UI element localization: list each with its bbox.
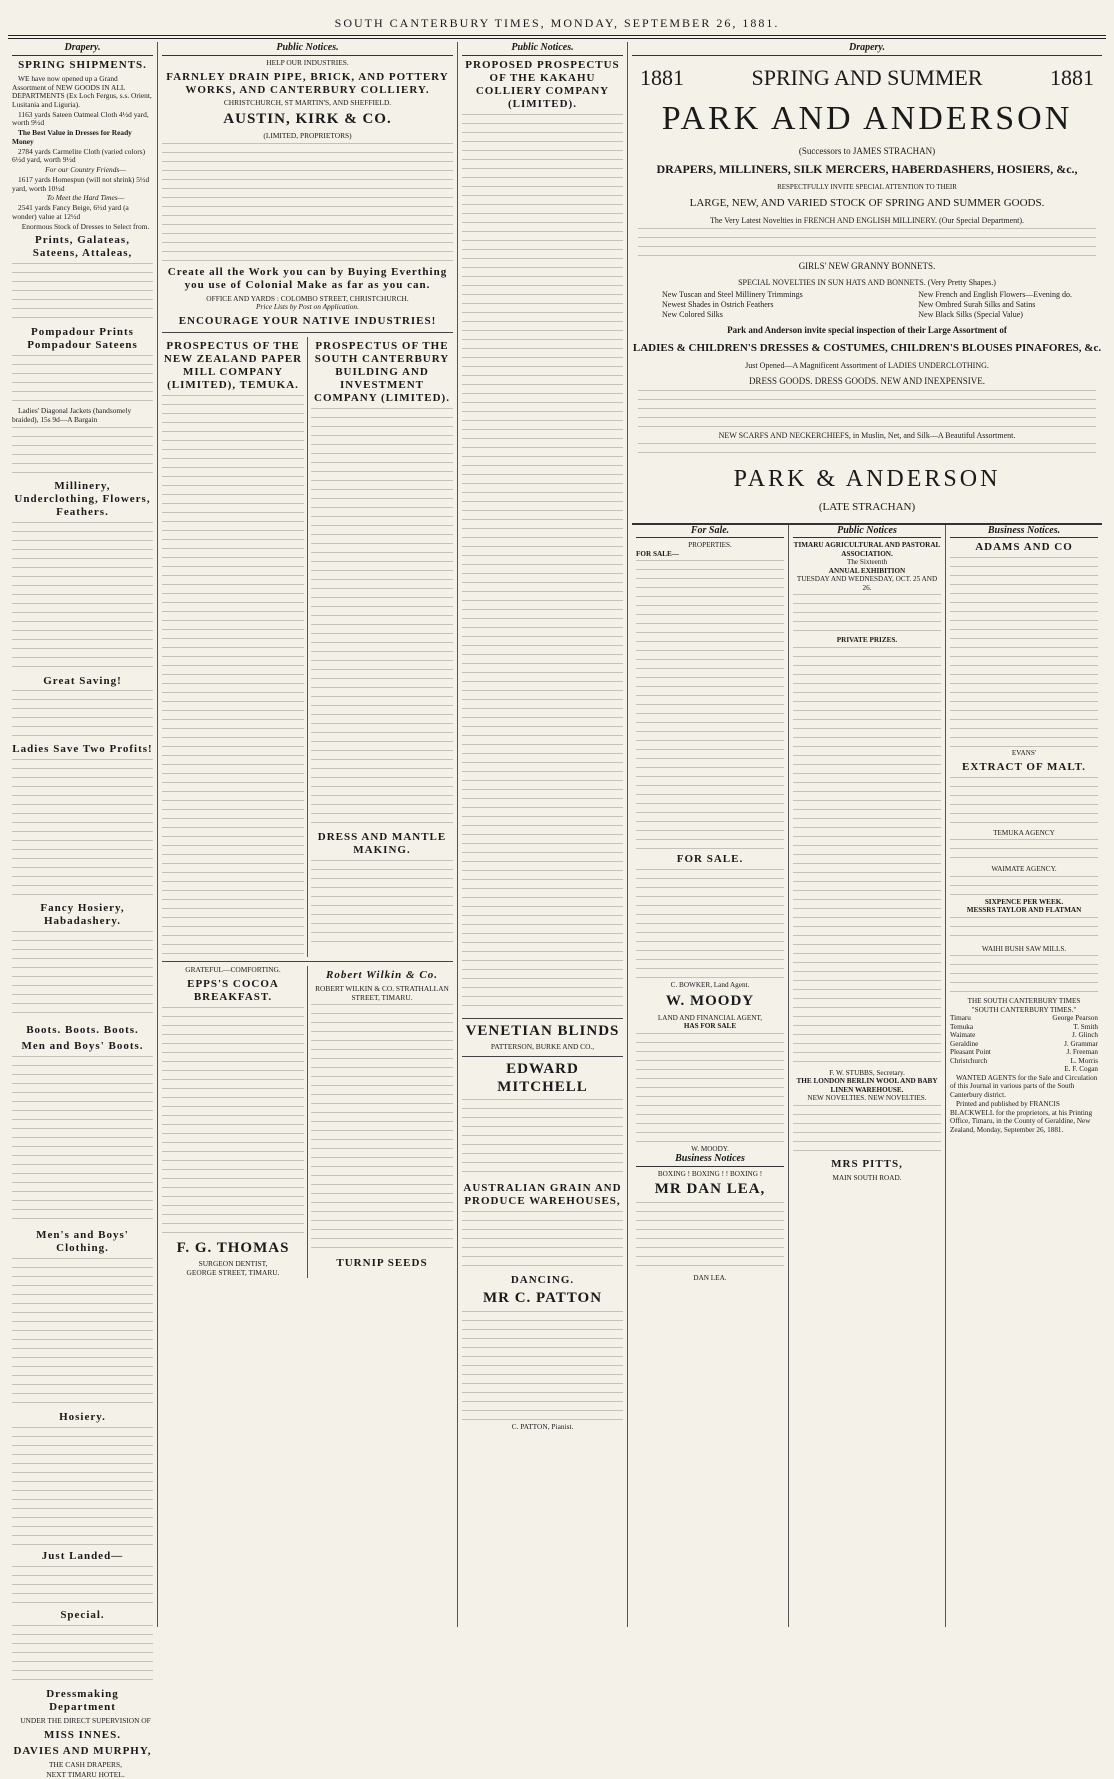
business-line: MESSRS TAYLOR AND FLATMAN (950, 906, 1098, 914)
agent-name: J. Freeman (1066, 1048, 1098, 1056)
agent-town: Pleasant Point (950, 1048, 991, 1056)
illegible-text (311, 408, 453, 828)
business-line: WAIHI BUSH SAW MILLS. (950, 945, 1098, 953)
illegible-text (12, 1625, 153, 1685)
agent-name: J. Glinch (1072, 1031, 1098, 1039)
illegible-text (12, 263, 153, 323)
illegible-text (462, 1211, 623, 1271)
notice-line: TIMARU AGRICULTURAL AND PASTORAL ASSOCIATION. (793, 541, 941, 558)
notice-line: ROBERT WILKIN & CO. STRATHALLAN STREET, TIMARU. (311, 985, 453, 1002)
notice-heading: FARNLEY DRAIN PIPE, BRICK, AND POTTERY WORKS, AND CANTERBURY COLLIERY. (162, 71, 453, 97)
notice-line: OFFICE AND YARDS : COLOMBO STREET, CHRISTCHURCH. (162, 295, 453, 304)
notice-heading: EPPS'S COCOA BREAKFAST. (162, 978, 304, 1004)
business-line: "SOUTH CANTERBURY TIMES." (950, 1006, 1098, 1014)
section-public-notices: Public Notices. (162, 42, 453, 56)
drapery-heading: Boots. Boots. Boots. (12, 1024, 153, 1037)
drapery-heading: Prints, Galateas, Sateens, Attaleas, (12, 234, 153, 260)
illegible-text (462, 1099, 623, 1179)
prospectus-building (308, 337, 453, 957)
notice-heading: PROSPECTUS OF THE SOUTH CANTERBURY BUILDING AND INVESTMENT COMPANY (LIMITED). (311, 340, 453, 405)
agent-row (950, 1023, 1098, 1031)
sale-line: PROPERTIES. (636, 541, 784, 549)
drapery-line: THE CASH DRAPERS, (12, 1761, 153, 1770)
business-line: THE SOUTH CANTERBURY TIMES (950, 997, 1098, 1005)
illegible-text (12, 355, 153, 405)
notice-heading: PROPOSED PROSPECTUS OF THE KAKAHU COLLIERY COMPANY (LIMITED). (462, 59, 623, 111)
pa-scarfs: NEW SCARFS AND NECKERCHIEFS, in Muslin, Net, and Silk—A Beautiful Assortment. (632, 431, 1102, 440)
drapery-line: 1163 yards Sateen Oatmeal Cloth 4½d yard, worth 9½d (12, 111, 153, 128)
columns (8, 42, 1106, 1627)
park-anderson-title-2: PARK & ANDERSON (632, 465, 1102, 493)
pa-list-right (918, 290, 1072, 320)
pa-novelties: The Very Latest Novelties in FRENCH AND ENGLISH MILLINERY. (Our Special Department). (632, 216, 1102, 225)
section-drapery-right: Drapery. (632, 42, 1102, 56)
drapery-heading: Millinery, Underclothing, Flowers, Feathers. (12, 480, 153, 519)
drapery-line: Ladies' Diagonal Jackets (handsomely braided), 15s 9d—A Bargain (12, 407, 153, 424)
drapery-heading: Great Saving! (12, 675, 153, 688)
pa-successors: (Successors to JAMES STRACHAN) (632, 146, 1102, 157)
drapery-heading: Hosiery. (12, 1411, 153, 1424)
illegible-text (636, 560, 784, 850)
drapery-line: Enormous Stock of Dresses to Select from. (12, 223, 153, 232)
agent-name: E. F. Cogan (1064, 1065, 1098, 1073)
pa-girls: GIRLS' NEW GRANNY BONNETS. (632, 261, 1102, 272)
illegible-text (12, 931, 153, 1021)
agent-town: Timaru (950, 1014, 971, 1022)
notice-line: GRATEFUL—COMFORTING. (162, 966, 304, 975)
notice-line: NEW NOVELTIES. NEW NOVELTIES. (793, 1094, 941, 1102)
drapery-line: To Meet the Hard Times— (12, 194, 153, 203)
pa-trades: DRAPERS, MILLINERS, SILK MERCERS, HABERDASHERS, HOSIERS, &c., (632, 162, 1102, 176)
pa-ladies: LADIES & CHILDREN'S DRESSES & COSTUMES, CHILDREN'S BLOUSES PINAFORES, &c. (632, 342, 1102, 355)
pa-list (632, 290, 1102, 320)
sale-line: HAS FOR SALE (636, 1022, 784, 1030)
business-heading: ADAMS AND CO (950, 541, 1098, 554)
notice-line: MAIN SOUTH ROAD. (793, 1174, 941, 1182)
agent-row (950, 1057, 1098, 1065)
pa-list-item: Newest Shades in Ostrich Feathers (662, 300, 803, 310)
drapery-heading: Fancy Hosiery, Habadashery. (12, 902, 153, 928)
section-public-notices: Public Notices (793, 525, 941, 539)
notice-heading: Robert Wilkin & Co. (311, 969, 453, 982)
illegible-text (12, 1056, 153, 1226)
pa-invite2: Park and Anderson invite special inspection of their Large Assortment of (632, 325, 1102, 336)
pa-late-strachan: (LATE STRACHAN) (632, 501, 1102, 514)
agent-name: L. Morris (1070, 1057, 1098, 1065)
year-left: 1881 (640, 65, 684, 91)
drapery-line: UNDER THE DIRECT SUPERVISION OF (12, 1717, 153, 1726)
sale-heading: W. MOODY (636, 993, 784, 1011)
notice-line: ANNUAL EXHIBITION (793, 567, 941, 575)
wanted-agents: WANTED AGENTS for the Sale and Circulation of this Journal in various parts of the South Canterbury district. (950, 1074, 1098, 1099)
section-drapery: Drapery. (12, 42, 153, 56)
illegible-text (12, 690, 153, 740)
illegible-text (462, 1311, 623, 1421)
pa-list-item: New French and English Flowers—Evening do. (918, 290, 1072, 300)
illegible-text (162, 395, 304, 955)
dressmaking-heading: Dressmaking Department (12, 1688, 153, 1714)
drapery-line: 2541 yards Fancy Beige, 6½d yard (a wonder) value at 12½d (12, 204, 153, 221)
sale-line: BOXING ! BOXING ! ! BOXING ! (636, 1170, 784, 1178)
notice-line: THE LONDON BERLIN WOOL AND BABY LINEN WAREHOUSE. (793, 1077, 941, 1094)
lower-pair (162, 966, 453, 1278)
drapery-heading: Pompadour Prints Pompadour Sateens (12, 326, 153, 352)
illegible-text (793, 1105, 941, 1155)
notice-line: HELP OUR INDUSTRIES. (162, 59, 453, 68)
divider (462, 1018, 623, 1019)
notice-line: TUESDAY AND WEDNESDAY, OCT. 25 AND 26. (793, 575, 941, 592)
drapery-line: NEXT TIMARU HOTEL. (12, 1771, 153, 1779)
notice-line: C. PATTON, Pianist. (462, 1423, 623, 1432)
illegible-text (950, 557, 1098, 747)
notice-heading: DRESS AND MANTLE MAKING. (311, 831, 453, 857)
printer-imprint: Printed and published by FRANCIS BLACKWELL for the proprietors, at his Printing Office, Timaru, in the County of Geraldine, New Zealand, Monday, September 26, 1881. (950, 1100, 1098, 1134)
drapery-line: For our Country Friends— (12, 166, 153, 175)
spring-shipments-title: SPRING SHIPMENTS. (12, 59, 153, 72)
pa-dress: DRESS GOODS. DRESS GOODS. NEW AND INEXPENSIVE. (632, 376, 1102, 387)
agent-name: T. Smith (1073, 1023, 1098, 1031)
illegible-text (950, 876, 1098, 896)
illegible-text (311, 860, 453, 950)
notice-heading: PROSPECTUS OF THE NEW ZEALAND PAPER MILL COMPANY (LIMITED), TEMUKA. (162, 340, 304, 392)
notice-heading: MRS PITTS, (793, 1158, 941, 1171)
pa-just: Just Opened—A Magnificent Assortment of LADIES UNDERCLOTHING. (632, 361, 1102, 370)
notice-heading: VENETIAN BLINDS (462, 1023, 623, 1041)
agent-name: George Pearson (1052, 1014, 1098, 1022)
lower-columns (632, 523, 1102, 1627)
illegible-text (12, 1427, 153, 1547)
notice-heading: DANCING. (462, 1274, 623, 1287)
advertiser-name: DAVIES AND MURPHY, (12, 1745, 153, 1758)
prospectus-pair (162, 337, 453, 957)
year-right: 1881 (1050, 65, 1094, 91)
sale-line: LAND AND FINANCIAL AGENT, (636, 1014, 784, 1022)
sale-line: DAN LEA. (636, 1274, 784, 1282)
dentist-name: F. G. THOMAS (162, 1240, 304, 1258)
robert-wilkin-ad (308, 966, 453, 1278)
illegible-text (636, 1202, 784, 1272)
section-business-notices: Business Notices (636, 1153, 784, 1167)
section-for-sale: For Sale. (636, 525, 784, 539)
illegible-text (12, 1566, 153, 1606)
epps-cocoa-ad (162, 966, 308, 1278)
sale-line: C. BOWKER, Land Agent. (636, 981, 784, 989)
pa-list-item: New Colored Silks (662, 310, 803, 320)
column-business-notices (946, 525, 1102, 1627)
notice-line: (LIMITED, PROPRIETORS) (162, 132, 453, 141)
agent-row (950, 1014, 1098, 1022)
austin-kirk-title: AUSTIN, KIRK & CO. (162, 111, 453, 129)
illegible-text (162, 1007, 304, 1237)
illegible-text (950, 839, 1098, 863)
notice-heading: TURNIP SEEDS (311, 1257, 453, 1270)
park-anderson-title: PARK AND ANDERSON (632, 99, 1102, 139)
illegible-text (793, 594, 941, 634)
agent-name: J. Grammar (1064, 1040, 1098, 1048)
agent-row (950, 1065, 1098, 1073)
masthead-rule (8, 35, 1106, 39)
notice-line: CHRISTCHURCH, ST MARTIN'S, AND SHEFFIELD. (162, 99, 453, 108)
column-public-notices-2 (458, 42, 628, 1627)
pa-stock: LARGE, NEW, AND VARIED STOCK OF SPRING AND SUMMER GOODS. (632, 197, 1102, 210)
column-for-sale (632, 525, 789, 1627)
notice-line: SURGEON DENTIST, (162, 1260, 304, 1269)
notice-line: GEORGE STREET, TIMARU. (162, 1269, 304, 1278)
season-title: SPRING AND SUMMER (751, 65, 982, 91)
illegible-text (950, 917, 1098, 943)
notice-line: PATTERSON, BURKE AND CO., (462, 1043, 623, 1052)
illegible-text (793, 647, 941, 1067)
business-line: WAIMATE AGENCY. (950, 865, 1098, 873)
agent-town: Geraldine (950, 1040, 978, 1048)
agent-row (950, 1040, 1098, 1048)
drapery-heading: Men's and Boys' Clothing. (12, 1229, 153, 1255)
divider (462, 1056, 623, 1057)
sale-heading: MR DAN LEA, (636, 1181, 784, 1199)
notice-heading: MR C. PATTON (462, 1290, 623, 1308)
illegible-text (950, 955, 1098, 995)
illegible-text (462, 114, 623, 1014)
notice-heading: Create all the Work you can by Buying Everthing you use of Colonial Make as far as you can. (162, 266, 453, 292)
season-banner (640, 65, 1094, 91)
drapery-intro: WE have now opened up a Grand Assortment of NEW GOODS IN ALL DEPARTMENTS (Ex Loch Fergus, s.s. Orient, Lusitania and Liguria). (12, 75, 153, 110)
notice-heading: EDWARD MITCHELL (462, 1061, 623, 1096)
notice-heading: AUSTRALIAN GRAIN AND PRODUCE WAREHOUSES, (462, 1182, 623, 1208)
illegible-text (636, 869, 784, 979)
pa-invite: RESPECTFULLY INVITE SPECIAL ATTENTION TO THEIR (632, 183, 1102, 191)
drapery-line: The Best Value in Dresses for Ready Money (12, 129, 153, 146)
prospectus-paper-mill (162, 337, 308, 957)
agent-town: Waimate (950, 1031, 975, 1039)
pa-list-left (662, 290, 803, 320)
illegible-text (162, 143, 453, 263)
illegible-text (950, 777, 1098, 827)
agents-list (950, 1014, 1098, 1073)
section-public-notices: Public Notices. (462, 42, 623, 56)
drapery-heading: Men and Boys' Boots. (12, 1040, 153, 1053)
business-line: EVANS' (950, 749, 1098, 757)
illegible-text (638, 390, 1096, 428)
divider (162, 961, 453, 962)
sale-line: FOR SALE— (636, 550, 784, 558)
column-drapery (8, 42, 158, 1627)
notice-line: F. W. STUBBS, Secretary. (793, 1069, 941, 1077)
notice-line: PRIVATE PRIZES. (793, 636, 941, 644)
drapery-heading: Special. (12, 1609, 153, 1622)
column-park-anderson (628, 42, 1106, 1627)
agent-town: Christchurch (950, 1057, 987, 1065)
pa-list-item: New Ombred Surah Silks and Satins (918, 300, 1072, 310)
sale-heading: FOR SALE. (636, 853, 784, 866)
column-public-notices-1 (158, 42, 458, 1627)
drapery-line: 1617 yards Homespun (will not shrink) 5½d yard, worth 10½d (12, 176, 153, 193)
illegible-text (636, 1033, 784, 1143)
business-heading: EXTRACT OF MALT. (950, 761, 1098, 774)
notice-line: Price Lists by Post on Application. (162, 303, 453, 312)
drapery-heading: Ladies Save Two Profits! (12, 743, 153, 756)
pa-list-item: New Black Silks (Special Value) (918, 310, 1072, 320)
divider (162, 332, 453, 333)
notice-heading: ENCOURAGE YOUR NATIVE INDUSTRIES! (162, 315, 453, 328)
agent-row (950, 1031, 1098, 1039)
column-public-notices-3 (789, 525, 946, 1627)
drapery-heading: MISS INNES. (12, 1729, 153, 1742)
agent-town: Temuka (950, 1023, 973, 1031)
illegible-text (12, 522, 153, 672)
drapery-line: 2784 yards Carmelite Cloth (varied colors) 6½d yard, worth 9½d (12, 148, 153, 165)
agent-row (950, 1048, 1098, 1056)
sale-line: W. MOODY. (636, 1145, 784, 1153)
section-business-notices: Business Notices. (950, 525, 1098, 539)
notice-line: The Sixteenth (793, 558, 941, 566)
pa-sun: SPECIAL NOVELTIES IN SUN HATS AND BONNETS. (Very Pretty Shapes.) (632, 278, 1102, 287)
drapery-heading: Just Landed— (12, 1550, 153, 1563)
illegible-text (12, 759, 153, 899)
illegible-text (12, 1258, 153, 1408)
illegible-text (12, 427, 153, 477)
pa-list-item: New Tuscan and Steel Millinery Trimmings (662, 290, 803, 300)
illegible-text (311, 1004, 453, 1254)
illegible-text (638, 228, 1096, 258)
illegible-text (638, 443, 1096, 461)
business-line: TEMUKA AGENCY (950, 829, 1098, 837)
business-line: SIXPENCE PER WEEK. (950, 898, 1098, 906)
masthead: SOUTH CANTERBURY TIMES, MONDAY, SEPTEMBER 26, 1881. (8, 16, 1106, 31)
